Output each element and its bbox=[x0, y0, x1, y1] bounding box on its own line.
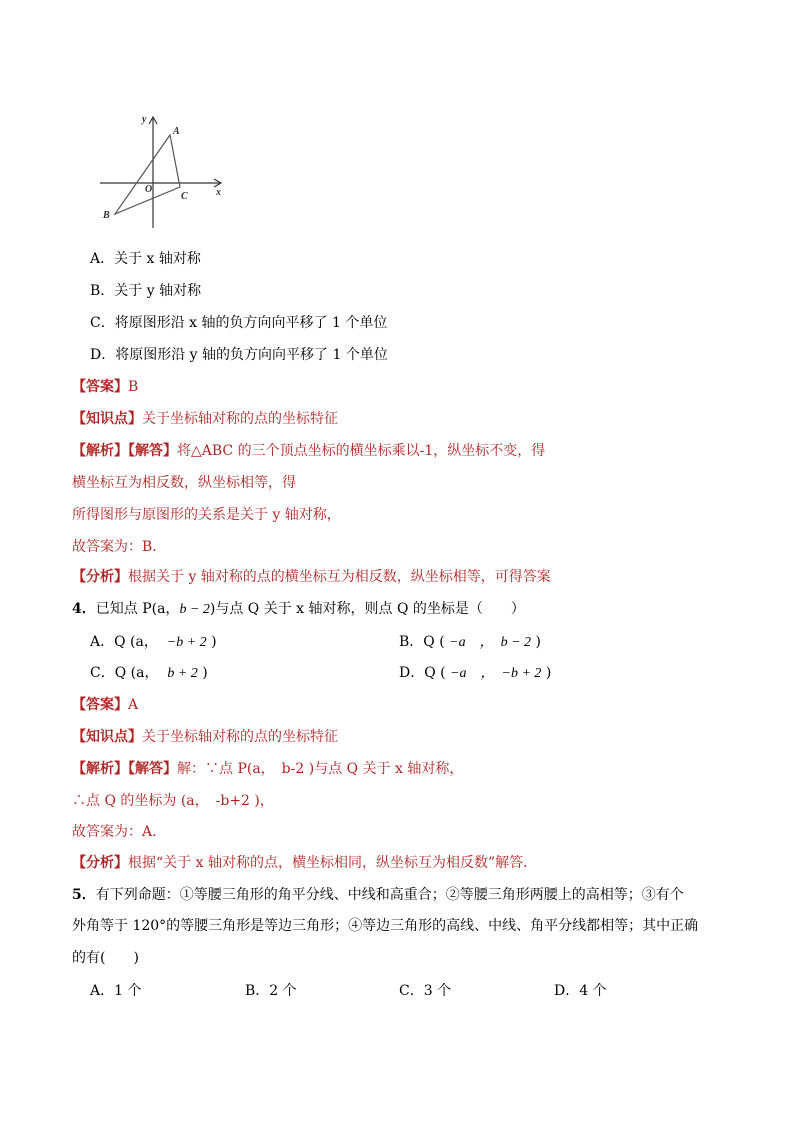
point-b-label: B bbox=[103, 210, 110, 221]
opt-suffix: ) bbox=[545, 665, 552, 681]
answer-tag: 【答案】 bbox=[72, 379, 128, 395]
q4-analysis-1 bbox=[72, 759, 463, 779]
question-number: 4． bbox=[72, 601, 96, 617]
answer-value: B bbox=[128, 379, 139, 395]
q3-knowledge bbox=[72, 409, 338, 429]
opt-math: −b + 2 bbox=[166, 635, 207, 650]
q5-stem-1 bbox=[72, 885, 684, 905]
knowledge-value: 关于坐标轴对称的点的坐标特征 bbox=[142, 411, 338, 427]
q4-stem-part1: 已知点 P(a， bbox=[95, 601, 180, 617]
opt-math: −a ， b − 2 bbox=[449, 635, 532, 650]
q5-option-a: A．1 个 bbox=[90, 983, 142, 999]
q3-option-c: C．将原图形沿 x 轴的负方向向平移了 1 个单位 bbox=[90, 315, 388, 331]
q3-analysis-2: 横坐标互为相反数，纵坐标相等，得 bbox=[72, 475, 296, 491]
q4-fenxi bbox=[72, 853, 537, 873]
q3-option-d: D．将原图形沿 y 轴的负方向向平移了 1 个单位 bbox=[90, 347, 388, 363]
knowledge-tag: 【知识点】 bbox=[72, 411, 142, 427]
q4-option-b bbox=[399, 632, 541, 653]
opt-prefix: B．Q ( bbox=[399, 634, 445, 650]
q4-stem bbox=[72, 599, 525, 620]
answer-tag: 【答案】 bbox=[72, 697, 128, 713]
answer-value: A bbox=[128, 697, 139, 713]
knowledge-tag: 【知识点】 bbox=[72, 729, 142, 745]
q4-knowledge bbox=[72, 727, 338, 747]
coordinate-figure bbox=[95, 108, 235, 233]
q3-fenxi bbox=[72, 567, 551, 587]
origin-label: O bbox=[145, 184, 153, 195]
opt-suffix: ) bbox=[535, 634, 541, 650]
point-a-label: A bbox=[173, 126, 180, 137]
q5-option-c: C．3 个 bbox=[399, 983, 452, 999]
q3-option-a: A．关于 x 轴对称 bbox=[90, 251, 201, 267]
q4-option-d bbox=[399, 663, 551, 684]
q4-answer bbox=[72, 695, 138, 715]
knowledge-value: 关于坐标轴对称的点的坐标特征 bbox=[142, 729, 338, 745]
q3-analysis-3: 所得图形与原图形的关系是关于 y 轴对称， bbox=[72, 507, 341, 523]
q3-option-b: B．关于 y 轴对称 bbox=[90, 283, 202, 299]
q5-text-1: 有下列命题：①等腰三角形的角平分线、中线和高重合；②等腰三角形两腰上的高相等；③有个 bbox=[95, 887, 684, 903]
opt-suffix: ) bbox=[202, 665, 208, 681]
analysis-tag: 【解析】【解答】 bbox=[72, 443, 177, 459]
analysis-text: 将△ABC 的三个顶点坐标的横坐标乘以-1，纵坐标不变，得 bbox=[177, 443, 546, 459]
q5-stem-2: 外角等于 120°的等腰三角形是等边三角形；④等边三角形的高线、中线、角平分线都相等；其中正确 bbox=[72, 918, 699, 934]
q3-answer bbox=[72, 377, 138, 397]
opt-math: b + 2 bbox=[167, 666, 198, 681]
q4-analysis-2: ∴点 Q 的坐标为 (a， -b+2 )， bbox=[72, 793, 274, 809]
triangle-abc bbox=[115, 135, 180, 214]
q4-option-a bbox=[90, 632, 217, 653]
q3-analysis-4: 故答案为：B. bbox=[72, 539, 157, 555]
q5-stem-3: 的有( ) bbox=[72, 950, 139, 966]
fenxi-tag: 【分析】 bbox=[72, 855, 128, 871]
axis-x-label: x bbox=[216, 187, 221, 198]
analysis-tag: 【解析】【解答】 bbox=[72, 761, 177, 777]
opt-prefix: A．Q (a， bbox=[90, 634, 158, 650]
axis-y-label: y bbox=[142, 114, 147, 125]
q4-analysis-3: 故答案为：A． bbox=[72, 824, 167, 840]
q4-stem-part2: )与点 Q 关于 x 轴对称，则点 Q 的坐标是（ ） bbox=[209, 601, 525, 617]
opt-math: −a ， −b + 2 bbox=[450, 666, 542, 681]
opt-prefix: C．Q (a， bbox=[90, 665, 159, 681]
q3-analysis-1 bbox=[72, 441, 545, 461]
fenxi-value: 根据“关于 x 轴对称的点，横坐标相同，纵坐标互为相反数”解答． bbox=[128, 855, 538, 871]
q5-option-b: B．2 个 bbox=[245, 983, 297, 999]
analysis-text: 解：∵点 P(a， b-2 )与点 Q 关于 x 轴对称， bbox=[177, 761, 464, 777]
fenxi-value: 根据关于 y 轴对称的点的横坐标互为相反数，纵坐标相等，可得答案 bbox=[128, 569, 551, 585]
fenxi-tag: 【分析】 bbox=[72, 569, 128, 585]
opt-prefix: D．Q ( bbox=[399, 665, 446, 681]
q4-option-c bbox=[90, 663, 208, 684]
question-number: 5． bbox=[72, 887, 96, 903]
point-c-label: C bbox=[181, 191, 188, 202]
opt-suffix: ) bbox=[211, 634, 217, 650]
q5-option-d: D．4 个 bbox=[554, 983, 607, 999]
q4-stem-math: b − 2 bbox=[179, 602, 210, 617]
